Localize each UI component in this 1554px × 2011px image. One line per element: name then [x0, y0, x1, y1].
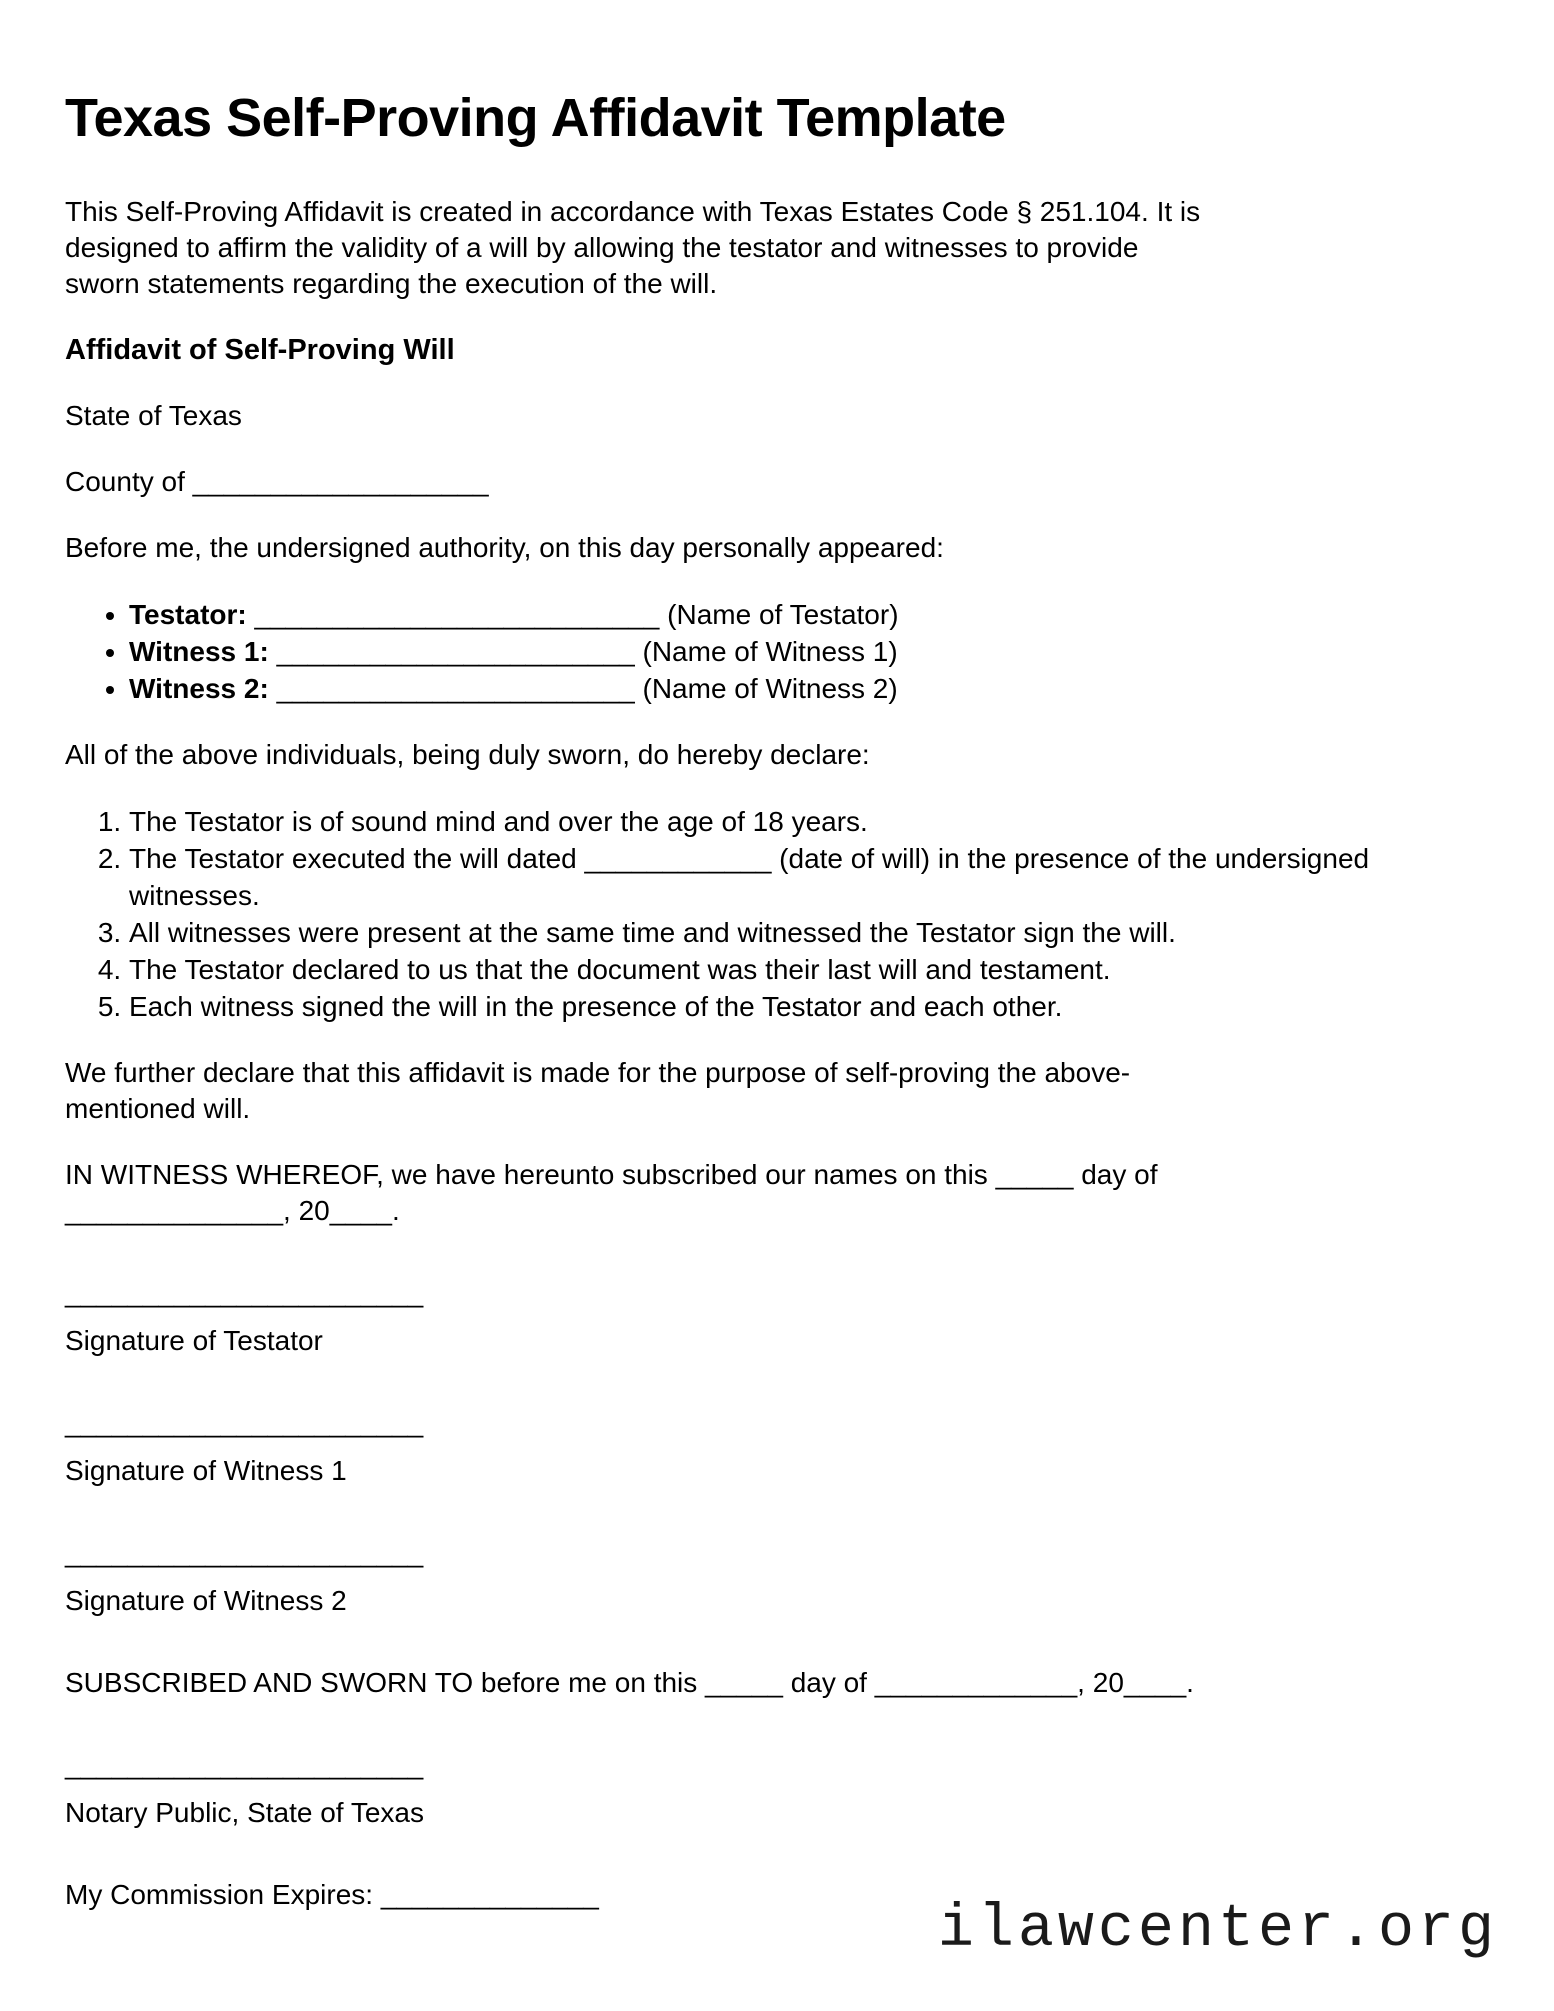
further-declaration-line-1: We further declare that this affidavit is made for the purpose of self-proving the above-	[65, 1057, 1131, 1088]
declaration-item-3: 3. All witnesses were present at the same time and witnessed the Testator sign the will.	[129, 914, 1489, 951]
party-item-testator	[129, 596, 1489, 633]
county-line	[65, 464, 1489, 500]
party-name-hint-witness-2: (Name of Witness 2)	[642, 673, 898, 704]
declare-intro: All of the above individuals, being duly sworn, do hereby declare:	[65, 739, 870, 770]
intro-line-3: sworn statements regarding the execution of the will.	[65, 268, 718, 299]
witness-whereof-line-2: ______________, 20____.	[65, 1195, 400, 1226]
watermark-logo: ilawcenter.org	[937, 1896, 1498, 1964]
further-declaration	[65, 1055, 1489, 1127]
witness-2-signature-rule: _______________________	[65, 1537, 424, 1568]
party-blank-witness-1: _______________________	[276, 636, 635, 667]
intro-paragraph	[65, 194, 1489, 302]
parties-list	[65, 596, 1489, 707]
section-heading: Affidavit of Self-Proving Will	[65, 334, 455, 366]
appearance-line: Before me, the undersigned authority, on this day personally appeared:	[65, 532, 944, 563]
declaration-item-2: 2. The Testator executed the will dated ____________ (date of will) in the presence of the undersigned witnesses.	[129, 840, 1489, 914]
declaration-item-5: 5. Each witness signed the will in the presence of the Testator and each other.	[129, 988, 1489, 1025]
testator-signature-label: Signature of Testator	[65, 1325, 323, 1356]
declarations-list	[65, 803, 1489, 1025]
testator-signature-block	[65, 1275, 1489, 1359]
commission-label: My Commission Expires:	[65, 1879, 374, 1910]
witness-2-signature-block	[65, 1535, 1489, 1619]
document-title: Texas Self-Proving Affidavit Template	[65, 88, 1006, 148]
notary-label: Notary Public, State of Texas	[65, 1797, 424, 1828]
further-declaration-line-2: mentioned will.	[65, 1093, 251, 1124]
party-item-witness-1	[129, 633, 1489, 670]
testator-signature-rule: _______________________	[65, 1277, 424, 1308]
state-line: State of Texas	[65, 400, 242, 431]
intro-line-1: This Self-Proving Affidavit is created in accordance with Texas Estates Code § 251.104. It is	[65, 196, 1201, 227]
party-item-witness-2	[129, 670, 1489, 707]
commission-blank: ______________	[380, 1879, 599, 1910]
party-blank-testator: __________________________	[254, 599, 660, 630]
witness-1-signature-rule: _______________________	[65, 1407, 424, 1438]
witness-1-signature-label: Signature of Witness 1	[65, 1455, 347, 1486]
witness-2-signature-label: Signature of Witness 2	[65, 1585, 347, 1616]
county-label: County of	[65, 466, 185, 497]
intro-line-2: designed to affirm the validity of a will by allowing the testator and witnesses to provide	[65, 232, 1139, 263]
sworn-line: SUBSCRIBED AND SWORN TO before me on this _____ day of _____________, 20____.	[65, 1667, 1194, 1698]
county-blank: ___________________	[192, 466, 489, 497]
party-label-witness-2: Witness 2:	[129, 673, 269, 704]
declaration-item-4: 4. The Testator declared to us that the document was their last will and testament.	[129, 951, 1489, 988]
declaration-item-1: 1. The Testator is of sound mind and over the age of 18 years.	[129, 803, 1489, 840]
party-blank-witness-2: _______________________	[276, 673, 635, 704]
notary-signature-rule: _______________________	[65, 1749, 424, 1780]
party-label-witness-1: Witness 1:	[129, 636, 269, 667]
witness-1-signature-block	[65, 1405, 1489, 1489]
witness-whereof-line-1: IN WITNESS WHEREOF, we have hereunto subscribed our names on this _____ day of	[65, 1159, 1158, 1190]
party-name-hint-witness-1: (Name of Witness 1)	[642, 636, 898, 667]
party-label-testator: Testator:	[129, 599, 247, 630]
notary-signature-block	[65, 1747, 1489, 1831]
party-name-hint-testator: (Name of Testator)	[667, 599, 899, 630]
witness-whereof	[65, 1157, 1489, 1229]
